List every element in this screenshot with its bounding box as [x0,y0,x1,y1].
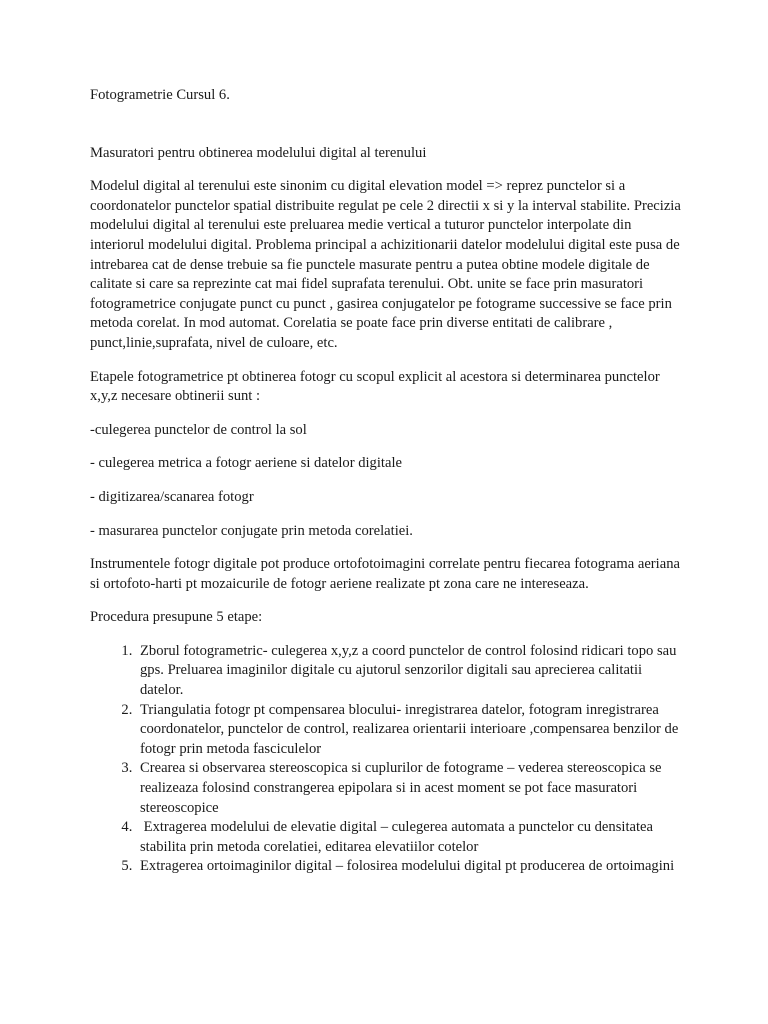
dash-item: - masurarea punctelor conjugate prin metoda corelatiei. [90,522,413,539]
procedure-step: 3. Crearea si observarea stereoscopica si cuplurilor de fotograme – vederea stereoscopica se realizeaza folosind constrangerea epipolara si in acest moment se pot face masuratori stereoscopice [136,759,688,818]
paragraph-digital-instruments: Instrumentele fotogr digitale pot produce ortofotoimagini correlate pentru fiecarea fotograma aeriana si ortofoto-harti pt mozaicurile de fotogr aeriene realizate pt zona care ne intereseaza. [90,556,680,592]
paragraph-photogrammetric-stages: Etapele fotogrametrice pt obtinerea fotogr cu scopul explicit al acestora si determinarea punctelor x,y,z necesare obtinerii sunt : [90,368,660,405]
procedure-step: 1. Zborul fotogrametric- culegerea x,y,z a coord punctelor de control folosind ridicari topo sau gps. Preluarea imaginilor digitale cu ajutorul senzorilor digitali sau aprecierea calitatii datelor. [136,642,688,701]
document-title: Fotogrametrie Cursul 6. [90,87,230,103]
procedure-steps-list [90,642,688,877]
dash-item: - digitizarea/scanarea fotogr [90,488,254,505]
paragraph-procedure-intro: Procedura presupune 5 etape: [90,609,263,626]
dash-item: - culegerea metrica a fotogr aeriene si datelor digitale [90,455,402,472]
section-title: Masuratori pentru obtinerea modelului digital al terenului [90,144,427,161]
procedure-step: 2. Triangulatia fotogr pt compensarea blocului- inregistrarea datelor, fotogram inregistrarea coordonatelor, punctelor de control, realizarea orientarii interioare ,compensarea benzilor de fotogr prin metoda fasciculelor [136,701,688,760]
dash-item: -culegerea punctelor de control la sol [90,421,307,438]
procedure-step: 4. Extragerea modelului de elevatie digital – culegerea automata a punctelor cu densitatea stabilita prin metoda corelatiei, editarea elevatiilor cotelor [136,818,688,857]
paragraph-dem-definition: Modelul digital al terenului este sinonim cu digital elevation model => reprez punctelor si a coordonatelor punctelor spatial distribuite regulat pe cele 2 directii x si y la interval stabilite. Precizia modelului digital al terenului este preluarea medie vertical a tuturor punctelor interpolate din interiorul modelului digital. Problema principal a achizitionarii datelor modelului digital este pusa de intrebarea cat de dense trebuie sa fie punctele masurate pentru a putea obtine modele digitale de calitate si care sa reprezinte cat mai fidel suprafata terenului. Obt. unite se face prin masuratori fotogrametrice conjugate punct cu punct , gasirea conjugatelor pe fotograme successive se face prin metoda corelat. In mod automat. Corelatia se poate face prin diverse entitati de calibrare , punct,linie,suprafata, nivel de culoare, etc. [90,178,681,351]
procedure-step: 5. Extragerea ortoimaginilor digital – folosirea modelului digital pt producerea de ortoimagini [136,857,688,877]
